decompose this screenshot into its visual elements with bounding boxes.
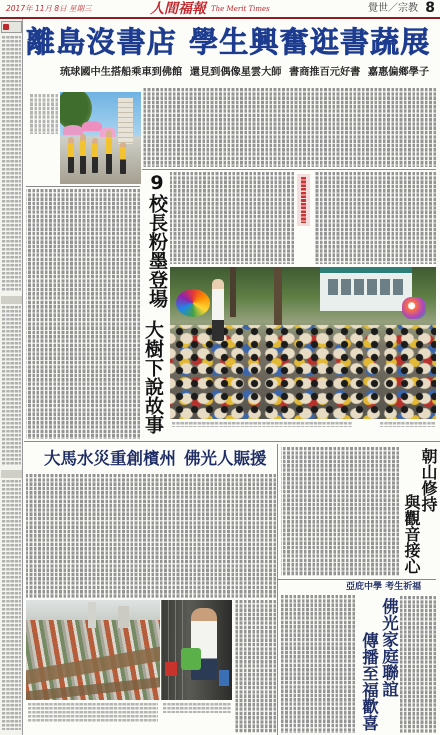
lead-subheadline: 琉球國中生搭船乘車到佛館 還見到偶像星雲大師 書商推百元好書 嘉惠偏鄉學子 <box>60 67 430 78</box>
rainbow-fish-puppet <box>176 289 210 317</box>
reporter-byline-text <box>301 177 306 223</box>
storytelling-headline-col1: 9校長粉墨登場 <box>146 172 168 308</box>
family-headline-col1: 佛光家庭聯誼 <box>379 598 399 697</box>
tree-trunk-shape <box>230 267 236 317</box>
lead-headline-part2: 學生興奮逛書蔬展 <box>189 25 431 59</box>
relief-bag-shape <box>181 648 201 670</box>
band-divider <box>142 169 436 170</box>
section-name: 覺世／宗教 <box>368 3 418 14</box>
photo-students-with-umbrellas <box>60 92 141 184</box>
flood-headline <box>44 449 267 469</box>
page-number: 8 <box>425 0 435 16</box>
flood-headline-part1: 大馬水災重創檳州 <box>44 449 176 468</box>
student-figure <box>92 138 98 173</box>
supply-item-shape <box>165 662 177 676</box>
listings-section-bar <box>1 470 22 478</box>
lead-headline-part1: 離島沒書店 <box>26 25 178 59</box>
umbrella-shape <box>82 121 102 131</box>
photo-credit <box>163 703 231 713</box>
lead-story-body <box>170 172 294 264</box>
lead-story-body <box>142 88 436 167</box>
family-story-body <box>400 596 436 733</box>
lead-story-body <box>314 172 436 264</box>
photo-caption <box>30 94 58 134</box>
photo-relief-volunteer <box>161 600 232 700</box>
listings-text <box>2 306 21 466</box>
tree-trunk-shape <box>274 267 282 329</box>
flood-story-body <box>26 474 276 598</box>
building-shape <box>118 98 133 144</box>
listings-text <box>2 480 21 730</box>
photo-caption <box>172 422 352 427</box>
photo-principals-storytelling <box>170 267 436 419</box>
newspaper-logo: 人間福報 <box>150 1 206 17</box>
tower-shape <box>118 606 129 628</box>
flood-story-body <box>235 600 276 733</box>
issue-date: 2017年 11月 8日 星期三 <box>6 4 92 13</box>
storytelling-headline-col2: 大樹下說故事 <box>142 320 164 434</box>
kiosk-window-shape <box>328 279 404 295</box>
presenter-figure <box>212 279 224 341</box>
family-story-kicker: 亞庇中學 考生祈福 <box>346 582 422 592</box>
student-figure <box>106 130 112 174</box>
supply-item-shape <box>219 670 229 686</box>
story-divider <box>278 579 436 580</box>
family-headline-col2: 傳播至福歡喜 <box>359 632 379 731</box>
student-figure <box>68 137 74 173</box>
listings-text <box>2 36 21 292</box>
tower-shape <box>88 602 96 628</box>
pilgrimage-headline-col2: 與觀音接心 <box>402 494 421 574</box>
listings-section-bar <box>1 296 22 304</box>
tv-logo-icon <box>3 24 9 30</box>
flood-headline-part2: 佛光人賑援 <box>184 449 267 468</box>
pilgrimage-headline-col1: 朝山修持 <box>419 448 438 512</box>
umbrella-shape <box>63 125 83 135</box>
photo-caption <box>28 703 158 723</box>
pilgrimage-story-body <box>281 447 399 576</box>
column-divider <box>277 444 278 735</box>
puppet-shape <box>402 297 426 319</box>
masthead-rule <box>0 17 440 19</box>
student-figure <box>80 134 86 174</box>
story-divider <box>26 186 140 187</box>
storytelling-story-body <box>26 189 140 439</box>
section-divider <box>24 441 440 442</box>
photo-credit <box>380 422 435 427</box>
student-figure <box>120 142 126 174</box>
seated-children-crowd <box>170 325 436 419</box>
family-story-body <box>281 595 355 733</box>
newspaper-logo-english: The Merit Times <box>211 5 270 13</box>
photo-flooded-city-aerial <box>26 600 160 700</box>
lead-headline <box>26 22 431 62</box>
